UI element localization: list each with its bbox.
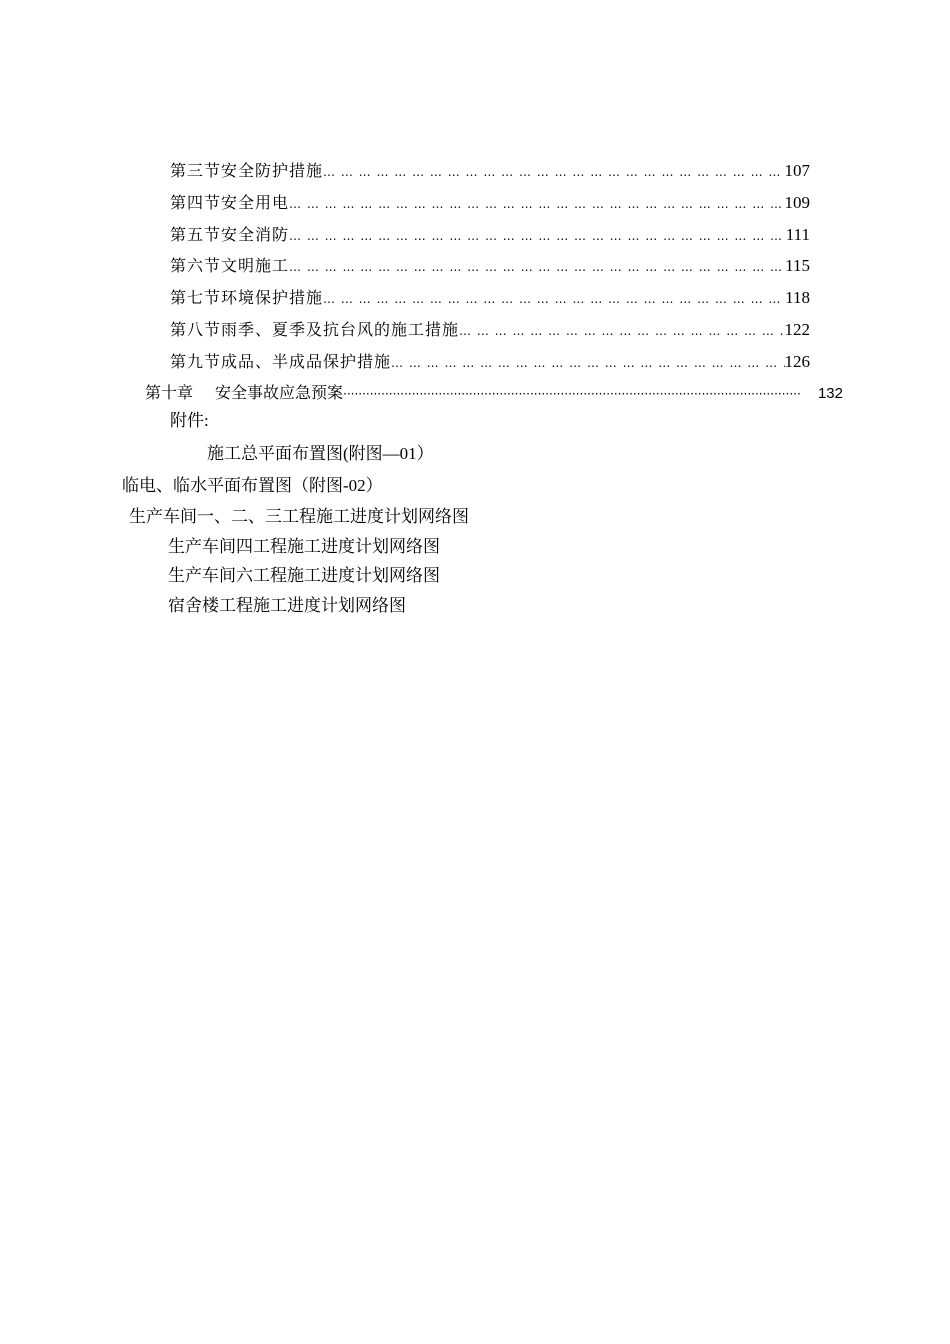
toc-entry-label: 第七节环境保护措施 <box>170 288 324 307</box>
toc-leader-dots <box>289 194 784 214</box>
toc-entry-label: 第三节安全防护措施 <box>170 161 324 180</box>
toc-leader-dots <box>289 257 785 277</box>
attachment-item: 临电、临水平面布置图（附图-02） <box>122 476 383 495</box>
toc-leader-dots <box>323 289 785 309</box>
toc-entry-label: 第六节文明施工 <box>170 256 290 275</box>
toc-entry-section-6[interactable] <box>170 256 810 277</box>
toc-entry-chapter-10[interactable] <box>145 383 843 404</box>
attachments-heading: 附件: <box>170 411 209 430</box>
attachment-item: 施工总平面布置图(附图—01） <box>207 444 434 463</box>
toc-chapter-title: 安全事故应急预案 <box>215 383 344 402</box>
toc-entry-section-7[interactable] <box>170 288 810 309</box>
toc-chapter-number: 第十章 <box>145 383 194 402</box>
toc-entry-section-4[interactable] <box>170 193 810 214</box>
toc-leader-dots <box>391 353 784 373</box>
toc-entry-label: 第五节安全消防 <box>170 225 290 244</box>
attachment-item: 宿舍楼工程施工进度计划网络图 <box>168 596 406 615</box>
attachment-item: 生产车间一、二、三工程施工进度计划网络图 <box>129 507 469 526</box>
toc-entry-page-number: 111 <box>785 225 810 244</box>
toc-entry-page-number: 118 <box>785 288 810 307</box>
toc-entry-label: 第四节安全用电 <box>170 193 290 212</box>
toc-entry-page-number: 109 <box>784 193 810 212</box>
toc-entry-page-number: 132 <box>817 385 843 402</box>
toc-entry-page-number: 122 <box>784 320 810 339</box>
toc-entry-section-3[interactable] <box>170 161 810 182</box>
toc-leader-dots <box>459 321 784 341</box>
toc-entry-page-number: 115 <box>785 256 810 275</box>
toc-entry-page-number: 107 <box>784 161 810 180</box>
toc-entry-page-number: 126 <box>784 352 810 371</box>
toc-entry-section-5[interactable] <box>170 225 810 246</box>
toc-entry-label: 第八节雨季、夏季及抗台风的施工措施 <box>170 320 460 339</box>
toc-entry-label: 第九节成品、半成品保护措施 <box>170 352 392 371</box>
toc-leader-dots <box>343 384 818 404</box>
toc-entry-section-8[interactable] <box>170 320 810 341</box>
toc-leader-dots <box>323 162 784 182</box>
toc-leader-dots <box>289 226 786 246</box>
attachment-item: 生产车间六工程施工进度计划网络图 <box>168 566 440 585</box>
attachment-item: 生产车间四工程施工进度计划网络图 <box>168 537 440 556</box>
toc-entry-section-9[interactable] <box>170 352 810 373</box>
